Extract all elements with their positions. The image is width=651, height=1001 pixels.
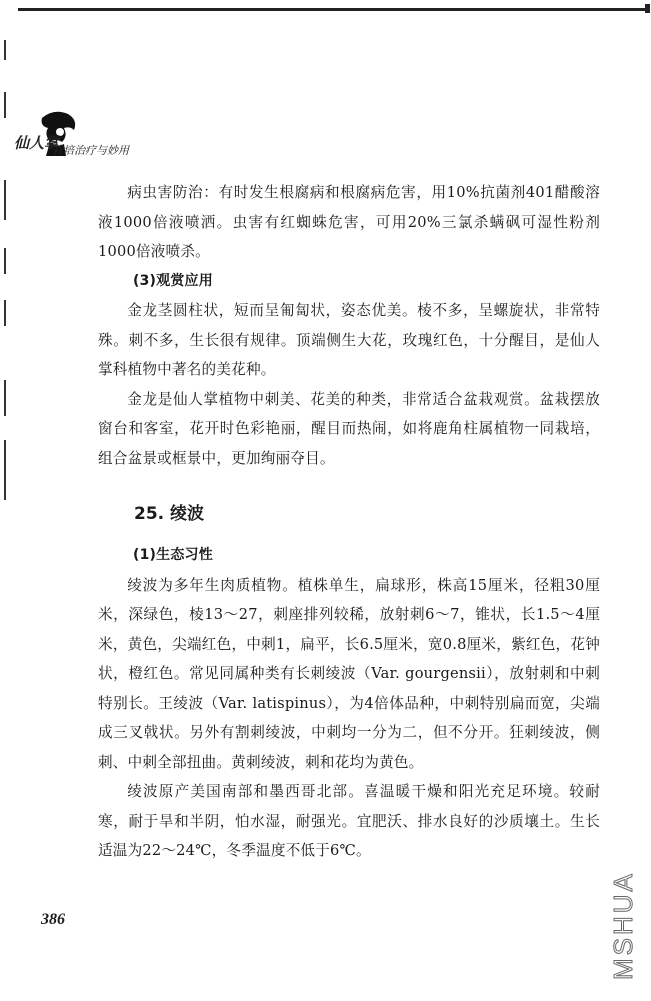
paragraph-appearance: 金龙茎圆柱状，短而呈匍匐状，姿态优美。棱不多，呈螺旋状，非常特殊。刺不多，生长很有规律。顶端侧生大花，玫瑰红色，十分醒目，是仙人掌科植物中著名的美花种。 [98,302,600,378]
page-body [98,178,600,866]
paragraph-pest-control: 病虫害防治：有时发生根腐病和根腐病危害，用10%抗菌剂401醋酸溶液1000倍液喷洒。虫害有红蜘蛛危害，可用20%三氯杀螨砜可湿性粉剂1000倍液喷杀。 [98,184,600,260]
left-margin-mark [4,440,6,500]
header-title: 仙人掌 [14,134,60,152]
left-margin-mark [4,248,6,274]
header-subtitle: 栽培治疗与妙用 [52,144,129,157]
running-header [8,108,228,168]
top-rule [18,8,648,11]
paragraph-description: 绫波为多年生肉质植物。植株单生，扁球形，株高15厘米，径粗30厘米，深绿色，棱13～27，刺座排列较稀，放射刺6～7，锥状，长1.5～4厘米，黄色，尖端红色，中刺1，扁平，长6.5厘米，宽0.8厘米，紫红色，花钟状，橙红色。常见同属种类有长刺绫波（Var. gourgensii），放射刺和中刺特别长。王绫波（Var. latispinus），为4倍体品种，中刺特别扁而宽，尖端成三叉戟状。另外有割刺绫波，中刺均一分为二，但不分开。狂刺绫波，侧刺、中刺全部扭曲。黄刺绫波，刺和花均为黄色。 [98,576,600,771]
section-title: 25. 绫波 [134,504,205,524]
left-margin-mark [4,380,6,416]
paragraph-habitat: 绫波原产美国南部和墨西哥北部。喜温暖干燥和阳光充足环境。较耐寒，耐于旱和半阴，怕水湿，耐强光。宜肥沃、排水良好的沙质壤土。生长适温为22～24℃，冬季温度不低于6℃。 [98,783,600,859]
subheading-ecology: (1)生态习性 [133,547,213,563]
left-margin-mark [4,300,6,326]
left-margin-mark [4,92,6,118]
left-margin-mark [4,180,6,220]
subheading-viewing: (3)观赏应用 [133,272,213,289]
paragraph-ornamental: 金龙是仙人掌植物中刺美、花美的种类，非常适合盆栽观赏。盆栽摆放窗台和客室，花开时色彩艳丽，醒目而热闹，如将鹿角柱属植物一同栽培，组合盆景或框景中，更加绚丽夺目。 [98,390,600,467]
left-margin-mark [4,40,6,60]
page-number: 386 [41,911,65,928]
watermark: MSHUA [608,871,638,980]
